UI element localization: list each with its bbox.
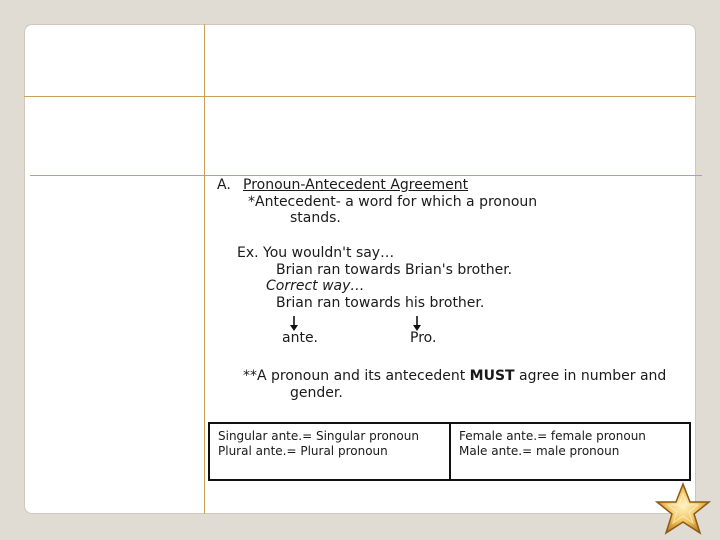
singular-rule: Singular ante.= Singular pronoun xyxy=(218,429,419,443)
number-agreement-cell xyxy=(210,424,451,479)
rule-emphasis: MUST xyxy=(469,368,515,384)
plural-rule: Plural ante.= Plural pronoun xyxy=(218,444,388,458)
rule-line-1 xyxy=(243,368,666,385)
gender-agreement-cell xyxy=(451,424,689,479)
example-intro: Ex. You wouldn't say… xyxy=(237,245,395,261)
star-icon xyxy=(655,482,711,536)
example-correct-label: Correct way… xyxy=(266,278,365,294)
male-rule: Male ante.= male pronoun xyxy=(459,444,620,458)
female-rule: Female ante.= female pronoun xyxy=(459,429,646,443)
section-marker: A. xyxy=(217,177,231,193)
horizontal-divider-bottom xyxy=(30,175,702,176)
example-wrong-sentence: Brian ran towards Brian's brother. xyxy=(276,262,513,278)
horizontal-divider-top xyxy=(24,96,696,97)
pro-label: Pro. xyxy=(410,330,437,346)
section-title: Pronoun-Antecedent Agreement xyxy=(243,177,469,193)
definition-line-2: stands. xyxy=(290,210,341,226)
rule-line-2: gender. xyxy=(290,385,343,401)
definition-line-1: *Antecedent- a word for which a pronoun xyxy=(248,194,538,210)
ante-label: ante. xyxy=(282,330,319,346)
example-correct-sentence: Brian ran towards his brother. xyxy=(276,295,485,311)
agreement-table xyxy=(208,422,691,481)
rule-prefix: **A pronoun and its antecedent xyxy=(243,368,470,384)
rule-suffix: agree in number and xyxy=(514,368,667,384)
vertical-divider xyxy=(204,24,205,514)
